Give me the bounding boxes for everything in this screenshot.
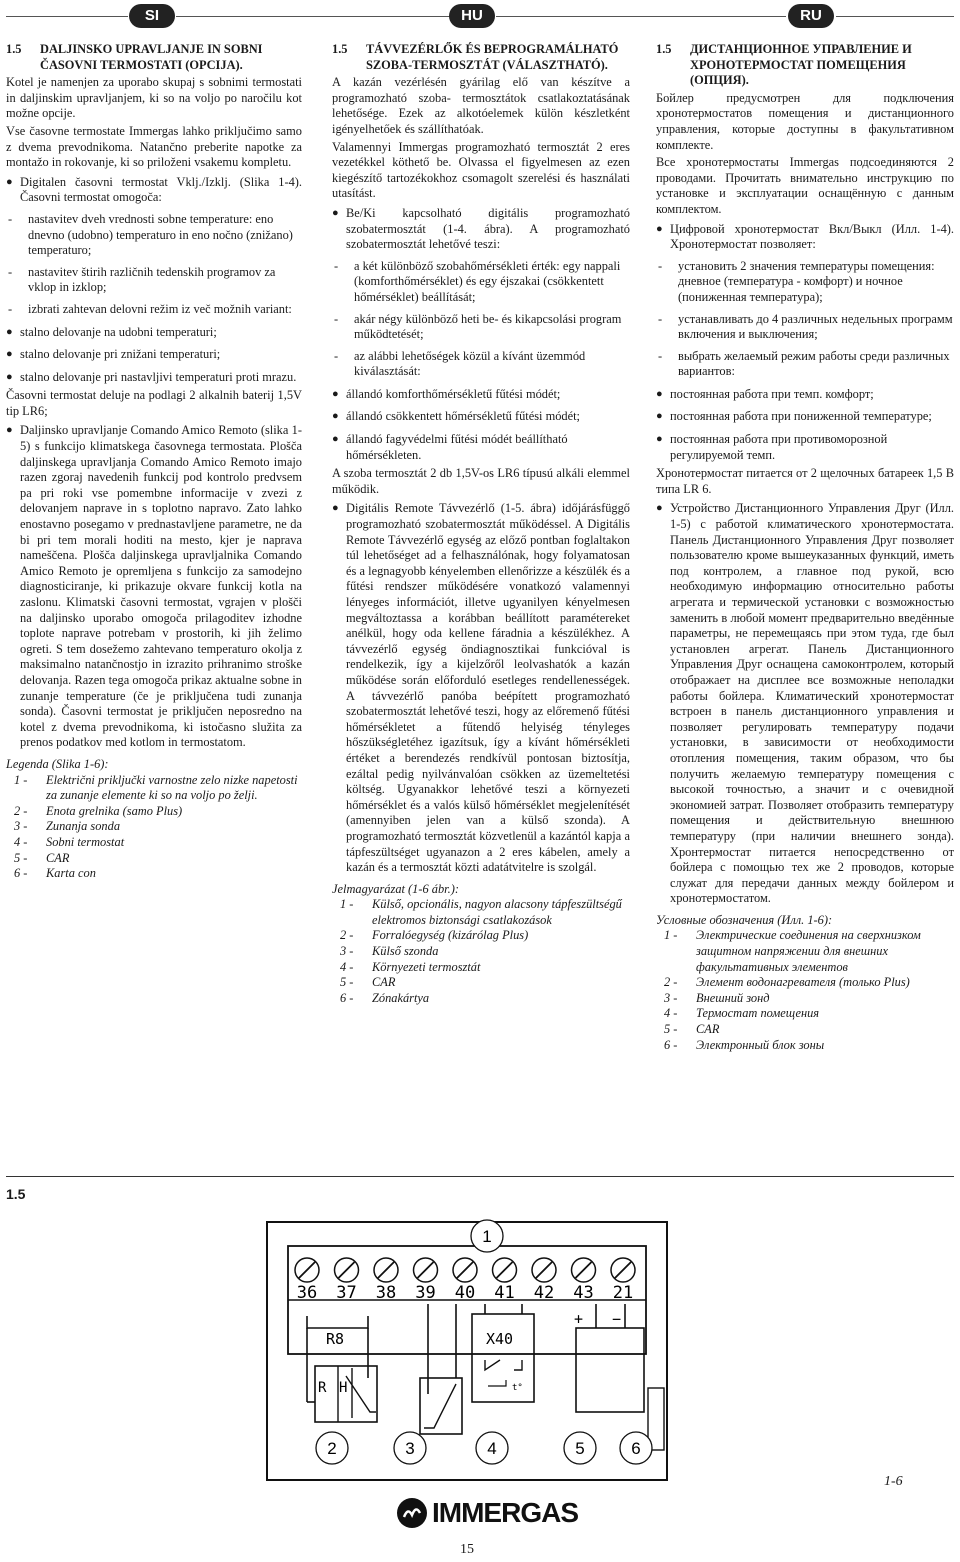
section-heading: 1.5 TÁVVEZÉRLŐK ÉS BEPROGRAMÁLHATÓ SZOBA-TERMOSZTÁT (VÁLASZTHATÓ). (332, 42, 619, 72)
brand-logo (396, 1497, 578, 1529)
r8-label: R8 (326, 1330, 345, 1348)
dash-item: - az alábbi lehetőségek közül a kívánt üzemmód kiválasztását: (334, 348, 586, 379)
legend-item: 2 - Enota grelnika (samo Plus) (14, 803, 183, 818)
legend-title: Условные обозначения (Илл. 1-6): (656, 912, 833, 927)
legend-item: 4 - Környezeti termosztát (340, 959, 481, 974)
wiring-diagram (260, 1218, 680, 1488)
legend-item: 3 - Külső szonda (340, 944, 439, 959)
sub-bullet-item: ● постоянная работа при противоморозной регулируемой темп. (656, 432, 888, 462)
bullet-item: ● Daljinsko upravljanje Comando Amico Remoto (slika 1-5) s funkcijo klimatskega časovnega termostata. Plošča daljinskega upravljanja Comando Amico Remoto imajo razen zgoraj navedenih funkcij pod kontrolo predvsem pa pri roki vse pomembne informacije v zvezi z delovanjem naprave in s toplotno napravo. Zato lahko enostavno posegamo v prednastavljene parametre, ne da bi pri tem morali hoditi na mesto, kjer je naprava nameščena. Plošča daljinskega upravljalnika Comando Amico Remoto je opremljena s funkcijo za samodejno diagnosticiranje, ki prikazuje okvare funkcij kotla na zaslonu. Klimatski časovni termostat, vgrajen v plošči na daljinsko uporabo omogoča prilagoditev izhodne toplote naprave potrebam v prostorih, ki jih želimo ogreti. S tem dosežemo zahtevano temperaturo okolja z maksimalno natančnostjo in izrazito prihranimo stroške delovanja. Razen tega omogoča prikaz aktualne sobne in zunanje temperature (če je priključena tudi zunanja sonda). Časovni termostat je priključen neposredno na kotel z dvema prevodnikoma, ki istočasno služita za prenos podatkov med kotlom in termostatom. (6, 423, 302, 750)
sub-bullet-item: ● stalno delovanje pri znižani temperaturi; (6, 347, 221, 362)
battery-paragraph: A szoba termosztát 2 db 1,5V-os LR6 típusú alkáli elemmel működik. (332, 466, 630, 496)
minus-sign: − (612, 1310, 622, 1328)
r-label: R (318, 1380, 327, 1396)
dash-item: - izbrati zahtevan delovni režim iz več možnih variant: (8, 301, 292, 316)
terminal-label: 41 (494, 1283, 515, 1303)
sub-bullet-item: ● stalno delovanje pri nastavljivi temperaturi proti mrazu. (6, 369, 297, 384)
callout-label: 4 (487, 1439, 497, 1458)
bottom-callouts (316, 1432, 652, 1464)
sub-bullet-item: ● постоянная работа при темп. комфорт; (656, 386, 874, 401)
paragraph: Все хронотермостаты Immergas подсоединяются 2 проводами. Прочитать внимательно инструкцию по установке и эксплуатации оснащённую с данным комплектом. (656, 155, 954, 216)
dash-item: - выбрать желаемый режим работы среди различных вариантов: (658, 348, 950, 379)
legend-item: 6 - Karta con (14, 866, 96, 881)
page-number: 15 (460, 1542, 474, 1557)
section-heading: 1.5 DALJINSKO UPRAVLJANJE IN SOBNI ČASOVNI TERMOSTATI (OPCIJA). (6, 42, 263, 72)
terminal-label: 42 (533, 1283, 555, 1303)
legend-item: 6 - Zónakártya (340, 990, 430, 1005)
sub-bullet-item: ● állandó fagyvédelmi fűtési módét beállítható hőmérsékleten. (332, 432, 568, 462)
legend-title: Legenda (Slika 1-6): (6, 756, 109, 771)
terminal-label: 39 (415, 1283, 436, 1303)
legend-item: 1 - Električni priključki varnostne zelo nizke napetosti za zunanje elemente ki so na voljo po želji. (14, 772, 298, 803)
terminal-screws (295, 1258, 635, 1282)
intro-paragraph: Бойлер предусмотрен для подключения хронотермостатов помещения и дистанционного управления, которые доступны в факультативном комплекте. (656, 90, 954, 152)
terminal-label: 21 (612, 1283, 634, 1303)
dash-item: - nastavitev dveh vrednosti sobne temperature: eno dnevno (udobno) temperaturo in eno nočno (znižano) temperaturo; (8, 211, 293, 258)
intro-paragraph: A kazán vezérlésén gyárilag elő van készítve a programozható szoba- termosztátok csatlakoztatásának lehetősége. Ezek az alkotóelemek külön készletként igényelhetőek és szállíthatóak. (332, 75, 630, 136)
terminal-label: 40 (454, 1283, 476, 1303)
callout-label: 2 (327, 1439, 337, 1458)
bullet-item: ● Digitalen časovni termostat Vklj./Izklj. (Slika 1-4). Časovni termostat omogoča: (6, 174, 302, 205)
x40-label: X40 (486, 1330, 514, 1348)
section-divider (6, 1176, 954, 1177)
terminal-label: 43 (573, 1283, 594, 1303)
terminal-label: 36 (296, 1283, 318, 1303)
callout-label: 5 (575, 1439, 585, 1458)
battery-paragraph: Хронотермостат питается от 2 щелочных батареек 1,5 В типа LR 6. (656, 466, 954, 496)
paragraph: Vse časovne termostate Immergas lahko priključimo samo z dvema prevodnikoma. Natančno preberite napotke za montažo in rokovanje, ki so priloženi vsakemu kompletu. (6, 123, 302, 170)
external-sensor-symbol (420, 1378, 462, 1434)
lang-badge-si: SI (129, 4, 175, 28)
r8-jumper (307, 1316, 368, 1328)
dash-item: - a két különböző szobahőmérsékleti érték: egy nappali (komforthőmérséklet) és egy éjszakai (csökkentett hőmérséklet) beállítását; (334, 258, 621, 304)
dash-item: - устанавливать до 4 различных недельных программ включения и выключения; (658, 311, 953, 342)
sub-bullet-item: ● stalno delovanje na udobni temperaturi; (6, 324, 217, 339)
figure-section-number: 1.5 (6, 1186, 26, 1202)
legend-item: 5 - CAR (14, 850, 70, 865)
dash-item: - nastavitev štirih različnih tedenskih programov za vklop in izklop; (8, 264, 276, 295)
intro-paragraph: Kotel je namenjen za uporabo skupaj s sobnimi termostati in daljinskim upravljanjem, ki so na voljo po naročilu kot možne opcije. (6, 75, 302, 121)
dash-item: - установить 2 значения температуры помещения: дневное (температура - комфорт) и ночное (пониженная температура); (658, 258, 935, 304)
sub-bullet-item: ● постоянная работа при пониженной температуре; (656, 409, 932, 424)
legend-item: 3 - Zunanja sonda (14, 819, 121, 834)
legend-item: 5 - CAR (664, 1022, 720, 1037)
column-hu (332, 42, 630, 1006)
room-thermostat-symbol (472, 1314, 534, 1402)
legend-item: 2 - Forralóegység (kizárólag Plus) (340, 928, 529, 943)
lang-badge-hu: HU (449, 4, 495, 28)
section-heading: 1.5 ДИСТАНЦИОННОЕ УПРАВЛЕНИЕ И ХРОНОТЕРМОСТАТ ПОМЕЩЕНИЯ (ОПЦИЯ). (656, 42, 912, 88)
bullet-item: ● Digitális Remote Távvezérlő (1-5. ábra) időjárásfüggő programozható szobatermosztát működéssel. A Digitális Remote Távvezérlő egység az előző pontban foglaltakon túl lehetőséget ad a felhasználónak, hogy folyamatosan és a legnagyobb kényelemben ellenőrizze a készülék és a fűtési rendszer működésére vonatkozó valamennyi lényeges információt, illetve ugyanilyen kényelmesen megváltoztassa a korábban beállított paramétereket anélkül, hogy oda kellene fáradnia a készülékhez. A távvezérlő egység öndiagnosztikai funkcióval is rendelkezik, így a kijelzőről leolvashatók a kazán működése során előforduló esetleges rendellenességek. A távvezérlő panóba beépített programozható szobatermosztát lehetővé teszi, hogy az előremenő fűtési hőmérsékletet a fűtendő helyiség tényleges hőszükségletéhez igazítsuk, így a kívánt hőmérsékleti értéket a berendezés rendkívül pontosan biztosítja, ezáltal pedig nyilvánvalóan csökken az üzemeltetési költség. Ugyanakkor lehetővé teszi a környezeti hőmérséklet és a valós külső hőmérséklet megjelenítését (amennyiben jelen van a külső szonda). A programozható termosztát közvetlenül a kazántól kapja a tápfeszültséget ugyanazon a 2 eres kábelen, amely a kazán és a termosztát közti adatátvitelre is szolgál. (332, 501, 630, 875)
figure-label: 1-6 (884, 1474, 903, 1489)
legend-item: 4 - Sobni termostat (14, 834, 125, 849)
lang-badge-ru: RU (788, 4, 834, 28)
terminal-label: 37 (336, 1283, 357, 1303)
callout-label: 3 (405, 1439, 415, 1458)
sub-bullet-item: ● állandó komforthőmérsékletű fűtési módét; (332, 386, 561, 401)
terminal-label: 38 (375, 1283, 397, 1303)
legend-item: 6 - Электронный блок зоны (664, 1037, 825, 1052)
brand-logo-icon (396, 1497, 428, 1529)
legend-item: 5 - CAR (340, 975, 396, 990)
callout-1-label: 1 (482, 1227, 492, 1246)
legend-item: 4 - Термостат помещения (664, 1006, 820, 1021)
legend-item: 2 - Элемент водонагревателя (только Plus) (664, 975, 910, 990)
brand-name: IMMERGAS (432, 1497, 578, 1528)
legend-item: 1 - Külső, opcionális, nagyon alacsony tápfeszültségű elektromos biztonsági csatlakozások (340, 897, 622, 927)
legend-title: Jelmagyarázat (1-6 ábr.): (332, 881, 459, 896)
bullet-item: ● Be/Ki kapcsolható digitális programozható szobatermosztát (1-4. ábra). A programozható szobatermosztát lehetővé teszi: (332, 205, 630, 252)
h-label: H (339, 1380, 348, 1396)
sub-bullet-item: ● állandó csökkentett hőmérsékletű fűtési módét; (332, 409, 580, 424)
svg-text:t°: t° (512, 1383, 523, 1393)
callout-label: 6 (631, 1439, 641, 1458)
column-si (6, 42, 302, 882)
plus-sign: + (574, 1310, 584, 1328)
bullet-item: ● Устройство Дистанционного Управления Друг (Илл. 1-5) с работой климатического хронотермостата. Панель Дистанционного Управления Друг позволяет пользователю кроме вышеуказанных функций, иметь под контролем, а главное под рукой, всю необходимую информацию относительно работы агрегата и термической установки с возможностью заменить в любой момент предварительно введённые параметры, не перемещаясь при этом туда, где был установлен агрегат. Панель Дистанционного Управления Друг оснащена самоконтролем, который отображает на дисплее все возможные неполадки работы бойлера. Климатический хронотермостат встроен в панель дистанционного управления и позволяет регулировать температуру подачи установки, в зависимости от необходимости отопления помещения, таким образом, что бы получить желаемую температуру помещения с высокой точностью, а значит и с очевидной экономией затрат. Позволяет отобразить температуру помещения и действительную внешнюю температуру (при наличии внешнего зонда). Хронтермостат питается непосредственно от бойлера с помощью тех же 2 проводов, которые служат для передачи данных между бойлером и хронотермостатом. (656, 501, 954, 906)
bullet-item: ● Цифровой хронотермостат Вкл/Выкл (Илл. 1-4). Хронотермостат позволяет: (656, 221, 954, 252)
paragraph: Valamennyi Immergas programozható termosztát 2 eres vezetékkel köthető be. Olvassa el figyelmesen az ezen kiegészítő tartozékokhoz csomagolt szerelési és használati utasítást. (332, 139, 630, 201)
battery-paragraph: Časovni termostat deluje na podlagi 2 alkalnih baterij 1,5V tip LR6; (6, 388, 302, 418)
column-ru (656, 42, 954, 1053)
legend-item: 1 - Электрические соединения на сверхнизком защитном напряжении для внешних факультативных элементов (664, 928, 921, 974)
terminal-labels (297, 1283, 633, 1303)
legend-item: 3 - Внешний зонд (664, 990, 770, 1005)
dash-item: - akár négy különböző heti be- és kikapcsolási program működtetését; (334, 311, 622, 342)
car-symbol (576, 1328, 644, 1412)
